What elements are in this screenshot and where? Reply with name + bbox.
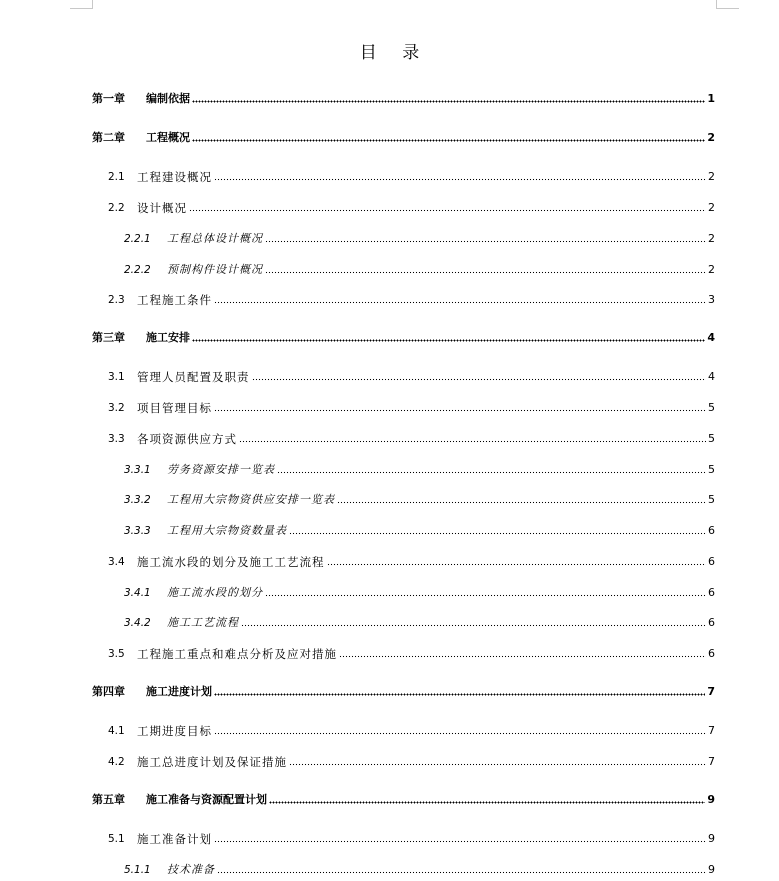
toc-dot-leader xyxy=(252,378,707,381)
toc-entry[interactable] xyxy=(0,327,779,345)
toc-entry-number: 5.1 xyxy=(108,833,125,845)
toc-entry[interactable] xyxy=(0,289,779,307)
toc-entry[interactable] xyxy=(0,459,779,477)
toc-entry-number: 3.1 xyxy=(108,371,125,383)
toc-entry-page-number: 7 xyxy=(708,724,715,737)
toc-entry-page-number: 6 xyxy=(708,616,715,629)
toc-entry-page-number: 4 xyxy=(708,370,715,383)
toc-entry[interactable] xyxy=(0,166,779,184)
toc-dot-leader xyxy=(214,693,705,696)
toc-entry-number: 3.4.1 xyxy=(124,587,151,599)
toc-entry[interactable] xyxy=(0,197,779,215)
toc-entry[interactable] xyxy=(0,551,779,569)
toc-entry-page-number: 2 xyxy=(708,201,715,214)
toc-entry-title: 劳务资源安排一览表 xyxy=(167,463,275,476)
toc-entry-number: 4.2 xyxy=(108,756,125,768)
toc-entry-page-number: 2 xyxy=(708,232,715,245)
toc-dot-leader xyxy=(241,624,706,627)
toc-entry-number: 3.4 xyxy=(108,556,125,568)
toc-entry-page-number: 6 xyxy=(708,586,715,599)
toc-dot-leader xyxy=(269,801,705,804)
toc-entry[interactable] xyxy=(0,489,779,507)
toc-dot-leader xyxy=(239,440,706,443)
toc-dot-leader xyxy=(339,655,706,658)
toc-entry-title: 工程用大宗物资供应安排一览表 xyxy=(167,493,335,506)
toc-entry[interactable] xyxy=(0,789,779,807)
toc-entry[interactable] xyxy=(0,366,779,384)
toc-entry-title: 工程建设概况 xyxy=(137,170,212,184)
toc-entry-title: 施工总进度计划及保证措施 xyxy=(137,755,287,769)
toc-entry-title: 施工准备计划 xyxy=(137,832,212,846)
toc-entry-number: 2.1 xyxy=(108,171,125,183)
toc-entry-page-number: 9 xyxy=(708,863,715,876)
toc-entry-title: 项目管理目标 xyxy=(137,401,212,415)
toc-entry-number: 2.2.1 xyxy=(124,233,151,245)
toc-entry-title: 工期进度目标 xyxy=(137,724,212,738)
toc-dot-leader xyxy=(192,339,705,342)
toc-entry-page-number: 5 xyxy=(708,493,715,506)
toc-dot-leader xyxy=(189,209,706,212)
toc-entry[interactable] xyxy=(0,720,779,738)
toc-entry-title: 设计概况 xyxy=(137,201,187,215)
toc-entry-title: 工程施工条件 xyxy=(137,293,212,307)
toc-entry-number: 第五章 xyxy=(92,793,125,806)
toc-entry-page-number: 1 xyxy=(707,92,715,105)
toc-entry-title: 编制依据 xyxy=(146,92,190,105)
toc-entry-page-number: 2 xyxy=(708,263,715,276)
toc-dot-leader xyxy=(327,563,707,566)
toc-dot-leader xyxy=(214,732,706,735)
toc-entry-title: 施工安排 xyxy=(146,331,190,344)
toc-entry-number: 3.5 xyxy=(108,648,125,660)
toc-dot-leader xyxy=(289,532,706,535)
toc-entry[interactable] xyxy=(0,127,779,145)
toc-entry-number: 3.3.1 xyxy=(124,464,151,476)
toc-entry[interactable] xyxy=(0,228,779,246)
toc-entry-title: 管理人员配置及职责 xyxy=(137,370,250,384)
toc-dot-leader xyxy=(214,178,706,181)
toc-dot-leader xyxy=(214,301,706,304)
toc-entry[interactable] xyxy=(0,643,779,661)
toc-entry[interactable] xyxy=(0,681,779,699)
toc-dot-leader xyxy=(337,501,706,504)
toc-entry[interactable] xyxy=(0,751,779,769)
toc-dot-leader xyxy=(265,271,706,274)
toc-entry-page-number: 2 xyxy=(707,131,715,144)
toc-entry-page-number: 4 xyxy=(707,331,715,344)
toc-entry[interactable] xyxy=(0,612,779,630)
toc-entry-page-number: 7 xyxy=(707,685,715,698)
toc-entry[interactable] xyxy=(0,520,779,538)
toc-entry-number: 4.1 xyxy=(108,725,125,737)
toc-title: 目 录 xyxy=(359,43,430,63)
toc-dot-leader xyxy=(192,100,705,103)
toc-entry-page-number: 5 xyxy=(708,432,715,445)
toc-entry-page-number: 6 xyxy=(708,647,715,660)
toc-entry[interactable] xyxy=(0,859,779,877)
toc-dot-leader xyxy=(214,840,706,843)
toc-entry-number: 3.3.2 xyxy=(124,494,151,506)
toc-dot-leader xyxy=(217,871,706,874)
toc-dot-leader xyxy=(289,763,706,766)
toc-entry-page-number: 3 xyxy=(708,293,715,306)
toc-entry-title: 施工进度计划 xyxy=(146,685,212,698)
toc-dot-leader xyxy=(277,471,706,474)
toc-entry-title: 施工准备与资源配置计划 xyxy=(146,793,267,806)
toc-entry-number: 第三章 xyxy=(92,331,125,344)
toc-entry-page-number: 9 xyxy=(707,793,715,806)
toc-entry-page-number: 5 xyxy=(708,463,715,476)
toc-entry-page-number: 6 xyxy=(708,524,715,537)
toc-entry-number: 3.3.3 xyxy=(124,525,151,537)
toc-entry-number: 2.2 xyxy=(108,202,125,214)
toc-entry-title: 工程用大宗物资数量表 xyxy=(167,524,287,537)
toc-entry-title: 工程施工重点和难点分析及应对措施 xyxy=(137,647,337,661)
toc-entry-page-number: 2 xyxy=(708,170,715,183)
toc-entry-number: 第四章 xyxy=(92,685,125,698)
toc-dot-leader xyxy=(192,139,705,142)
toc-entry-title: 预制构件设计概况 xyxy=(167,263,263,276)
toc-entry-number: 第一章 xyxy=(92,92,125,105)
toc-entry[interactable] xyxy=(0,259,779,277)
toc-entry[interactable] xyxy=(0,828,779,846)
toc-entry[interactable] xyxy=(0,397,779,415)
toc-entry-title: 工程概况 xyxy=(146,131,190,144)
toc-entry-page-number: 7 xyxy=(708,755,715,768)
toc-entry-number: 5.1.1 xyxy=(124,864,151,876)
toc-entry-number: 2.2.2 xyxy=(124,264,151,276)
toc-entry-page-number: 9 xyxy=(708,832,715,845)
toc-dot-leader xyxy=(214,409,706,412)
toc-dot-leader xyxy=(265,240,706,243)
toc-entry[interactable] xyxy=(0,582,779,600)
toc-entry-number: 3.2 xyxy=(108,402,125,414)
toc-entry-page-number: 5 xyxy=(708,401,715,414)
toc-entry-title: 各项资源供应方式 xyxy=(137,432,237,446)
toc-entry-number: 3.4.2 xyxy=(124,617,151,629)
toc-entry[interactable] xyxy=(0,88,779,106)
toc-entry-title: 施工流水段的划分 xyxy=(167,586,263,599)
toc-dot-leader xyxy=(265,594,706,597)
toc-entry-number: 第二章 xyxy=(92,131,125,144)
toc-entry-number: 3.3 xyxy=(108,433,125,445)
toc-entry[interactable] xyxy=(0,428,779,446)
toc-entry-title: 技术准备 xyxy=(167,863,215,876)
toc-entry-title: 施工流水段的划分及施工工艺流程 xyxy=(137,555,325,569)
toc-entry-page-number: 6 xyxy=(708,555,715,568)
toc-entry-title: 工程总体设计概况 xyxy=(167,232,263,245)
toc-entry-title: 施工工艺流程 xyxy=(167,616,239,629)
toc-entry-number: 2.3 xyxy=(108,294,125,306)
